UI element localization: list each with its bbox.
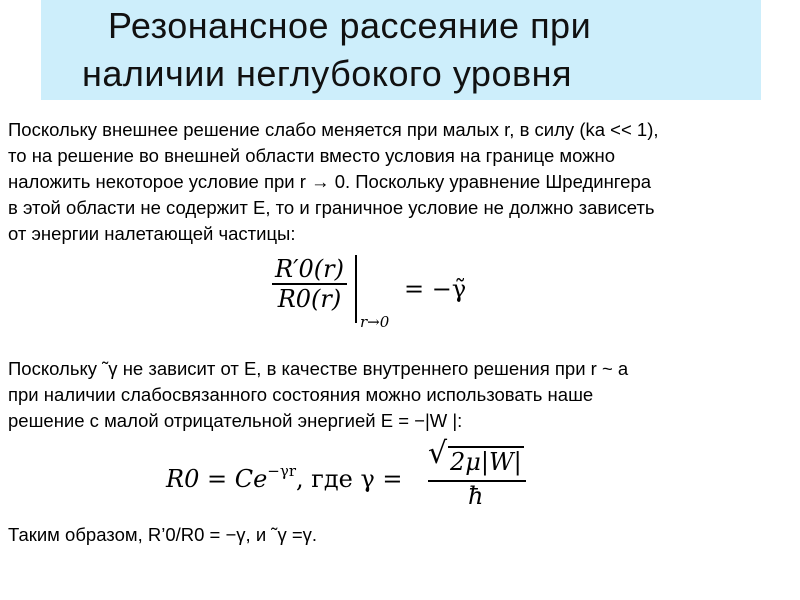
text-line: то на решение во внешней области вместо условия на границе можно <box>8 145 616 166</box>
sqrt-radicand: 2μ|W| <box>450 448 522 476</box>
slide-title-line-1: Резонансное рассеяние при <box>108 5 592 46</box>
paragraph-conclusion <box>8 522 792 548</box>
equation-log-derivative <box>272 255 467 335</box>
paragraph-boundary-condition <box>8 117 792 247</box>
equation-middle: , где γ = <box>296 465 403 493</box>
equation-numerator: R′0(r) <box>275 255 344 283</box>
text-line: Поскольку ˜γ не зависит от E, в качестве внутреннего решения при r ~ a <box>8 358 629 379</box>
evaluation-bar <box>355 255 357 323</box>
text-line: в этой области не содержит E, то и граничное условие не должно зависеть <box>8 197 655 218</box>
equation-lhs <box>166 462 403 493</box>
text-line: наложить некоторое условие при r → 0. Поскольку уравнение Шредингера <box>8 171 652 192</box>
text-line: решение с малой отрицательной энергией E = −|W |: <box>8 410 463 431</box>
equation-denominator: R0(r) <box>277 285 342 313</box>
equation-rhs: = −γ̃ <box>404 275 467 303</box>
text-line: Таким образом, R’0/R0 = −γ, и ˜γ =γ. <box>8 524 318 545</box>
text-line: при наличии слабосвязанного состояния можно использовать наше <box>8 384 594 405</box>
equation-fraction <box>272 255 347 313</box>
sqrt-icon: √ <box>428 436 448 471</box>
equation-denominator: ħ <box>468 482 484 510</box>
paragraph-internal-solution <box>8 356 792 434</box>
equation-exponent: −γr <box>267 462 296 480</box>
text-line: от энергии налетающей частицы: <box>8 223 296 244</box>
slide-title-line-2: наличии неглубокого уровня <box>82 53 572 94</box>
text-line: Поскольку внешнее решение слабо меняется при малых r, в силу (ka << 1), <box>8 119 659 140</box>
equation-lhs-main: R0 = Ce <box>166 465 268 493</box>
evaluation-limit: r→0 <box>360 313 390 331</box>
